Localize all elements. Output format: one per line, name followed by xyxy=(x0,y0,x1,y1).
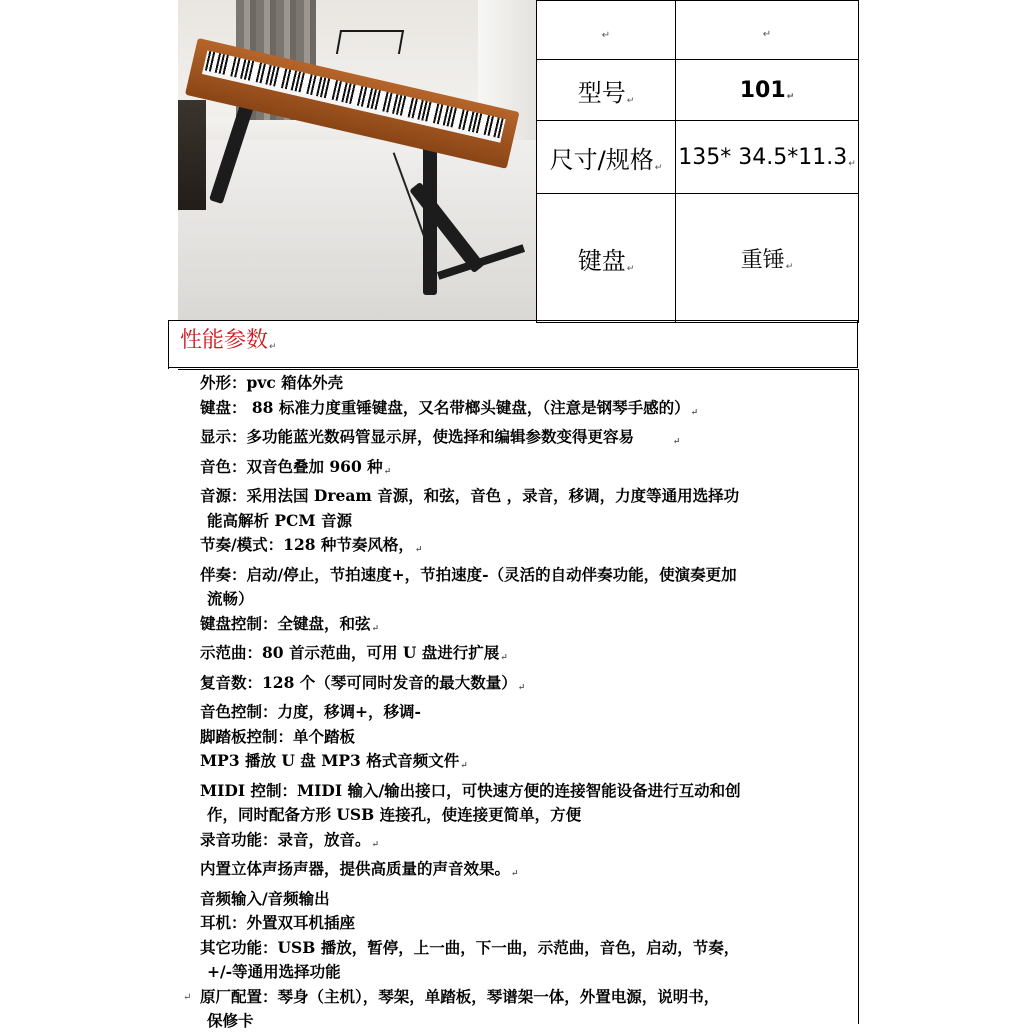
param-factory-config: 原厂配置：琴身（主机），琴架，单踏板，琴谱架一体，外置电源，说明书， 保修卡 xyxy=(200,986,720,1030)
param-headphones: 耳机：外置双耳机插座 xyxy=(200,913,356,932)
spec-label-size: 尺寸/规格↵ xyxy=(537,121,676,194)
param-keyboard-control: 键盘控制：全键盘，和弦↵ xyxy=(200,613,380,634)
param-other-functions: 其它功能：USB 播放，暂停，上一曲，下一曲，示范曲，音色，启动，节奏， +/-等通用选择功能 xyxy=(200,937,740,981)
param-demo-songs: 示范曲：80 首示范曲，可用 U 盘进行扩展↵ xyxy=(200,643,508,663)
param-rhythm: 节奏/模式：128 种节奏风格，↵ xyxy=(200,535,423,555)
param-keyboard: 键盘： 88 标准力度重锤键盘，又名带榔头键盘，（注意是钢琴手感的）↵ xyxy=(200,397,699,418)
spec-row-empty xyxy=(537,1,859,60)
spec-cell-empty-label: ↵ xyxy=(537,1,676,60)
spec-row-keyboard xyxy=(537,194,859,323)
spec-row-size xyxy=(537,121,859,194)
section-header xyxy=(168,320,858,368)
spec-value-keyboard: 重锤↵ xyxy=(676,194,859,323)
spec-table xyxy=(536,0,859,323)
spec-value-size: 135* 34.5*11.3↵ xyxy=(676,121,859,194)
param-display: 显示：多功能蓝光数码管显示屏，使选择和编辑参数变得更容易 ↵ xyxy=(200,427,681,447)
param-recording: 录音功能：录音，放音。↵ xyxy=(200,829,380,850)
section-title: 性能参数↵ xyxy=(180,328,277,353)
param-midi: MIDI 控制：MIDI 输入/输出接口，可快速方便的连接智能设备进行互动和创 作，同时配备方形 USB 连接孔，使连接更简单，方便 xyxy=(200,780,741,824)
spec-row-model xyxy=(537,60,859,121)
spec-label-keyboard: 键盘↵ xyxy=(537,194,676,323)
photo-music-stand xyxy=(336,30,404,54)
param-speakers: 内置立体声扬声器，提供高质量的声音效果。↵ xyxy=(200,859,519,879)
param-mp3: MP3 播放 U 盘 MP3 格式音频文件↵ xyxy=(200,751,468,771)
param-sound-source: 音源：采用法国 Dream 音源，和弦，音色 ，录音，移调，力度等通用选择功 能高解析 PCM 音源 xyxy=(200,486,740,530)
params-list xyxy=(200,371,860,1034)
param-voices: 音色：双音色叠加 960 种↵ xyxy=(200,456,392,477)
param-appearance: 外形：pvc 箱体外壳 xyxy=(200,373,344,392)
param-accompaniment: 伴奏：启动/停止，节拍速度+，节拍速度-（灵活的自动伴奏功能，使演奏更加 流畅） xyxy=(200,564,737,608)
param-audio-io: 音频输入/音频输出 xyxy=(200,888,330,908)
param-polyphony: 复音数：128 个（琴可同时发音的最大数量）↵ xyxy=(200,672,526,693)
spec-value-model: 101↵ xyxy=(676,60,859,121)
paragraph-end-mark: ↵ xyxy=(183,992,192,1003)
spec-cell-empty-value: ↵ xyxy=(676,1,859,60)
product-photo-digital-piano xyxy=(178,0,536,320)
param-pedal-control: 脚踏板控制：单个踏板 xyxy=(200,726,356,746)
spec-label-model: 型号↵ xyxy=(537,60,676,121)
photo-cabinet xyxy=(178,100,206,210)
param-voice-control: 音色控制：力度，移调+，移调- xyxy=(200,702,421,721)
